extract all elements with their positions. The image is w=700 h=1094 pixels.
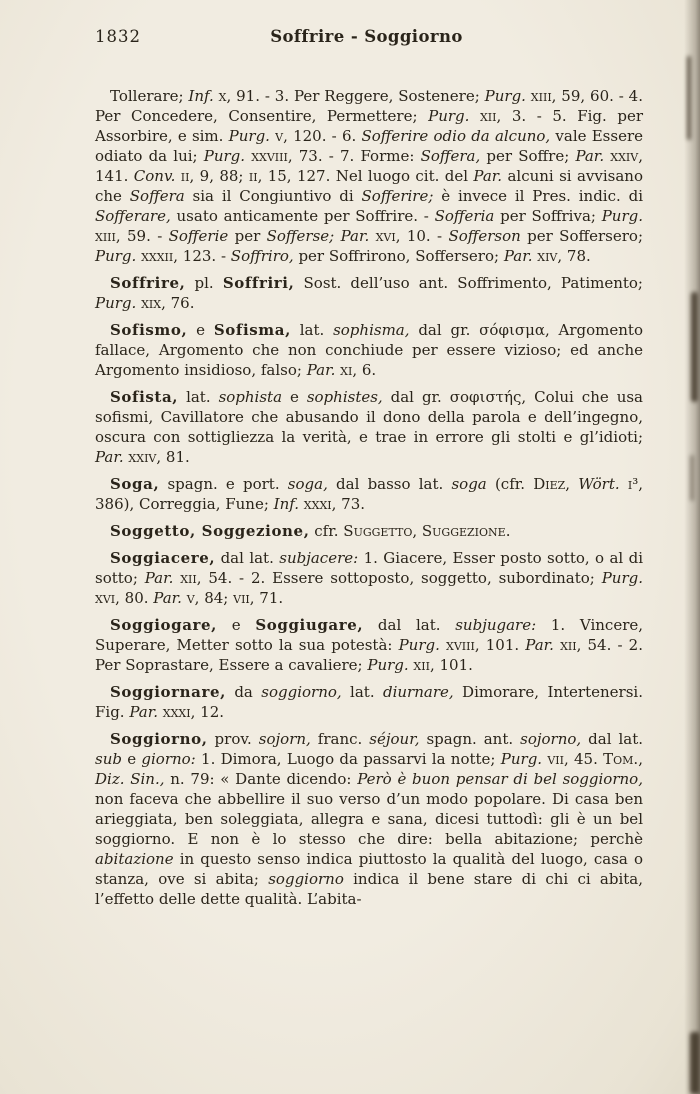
text-segment: Par.: [525, 636, 554, 654]
text-segment: soga: [451, 475, 487, 493]
text-segment: Sofista,: [110, 388, 179, 406]
text-segment: xvi: [369, 227, 396, 245]
text-segment: , 123. -: [173, 247, 231, 265]
text-segment: prov.: [207, 730, 259, 748]
entry-soggiacere: [95, 548, 643, 608]
text-segment: xii: [408, 656, 430, 674]
text-segment: sophista: [218, 388, 283, 406]
text-segment: soggiorno,: [261, 683, 342, 701]
text-segment: , 71.: [249, 589, 284, 607]
text-segment: 1. Giacere, Esser posto sotto, o al di sotto;: [95, 549, 643, 587]
text-segment: Soffriro,: [230, 247, 294, 265]
text-segment: Soggiogare,: [110, 616, 217, 634]
text-segment: Purg.: [500, 750, 543, 768]
text-segment: soggiorno: [268, 870, 344, 888]
text-segment: Diez: [533, 475, 566, 493]
text-segment: per Soffre;: [480, 147, 576, 165]
text-segment: , 9, 88;: [189, 167, 249, 185]
text-segment: non faceva che abbellire il suo verso d’un modo popolare. Di casa ben arieggiata, ben soleggiata, allegra e sana, dicesi tuttodì: gli è un bel soggiorno. E non è lo stesso che dire: bella abitazione; perchè: [95, 790, 643, 848]
text-segment: xix: [136, 294, 162, 312]
text-segment: Sofferie: [168, 227, 229, 245]
text-segment: Sofisma,: [213, 321, 291, 339]
text-segment: Purg.: [484, 87, 526, 105]
text-segment: Sofferson: [448, 227, 521, 245]
text-segment: xii: [173, 569, 197, 587]
text-segment: Sofferia: [434, 207, 495, 225]
text-segment: xiii: [525, 87, 552, 105]
text-segment: indica il bene stare di chi ci abita, l’effetto delle dette qualità. L’abita-: [95, 870, 643, 908]
text-segment: Diz. Sin.,: [95, 770, 165, 788]
text-segment: dal lat.: [363, 616, 456, 634]
text-segment: lat.: [178, 388, 219, 406]
text-segment: e: [121, 750, 142, 768]
text-segment: sia il Congiuntivo di: [184, 187, 362, 205]
scan-artifact: [690, 1032, 700, 1094]
text-segment: Par.: [144, 569, 174, 587]
text-segment: , 10. -: [395, 227, 449, 245]
text-segment: Suggetto, Suggezione: [343, 522, 506, 540]
text-segment: Sofismo,: [110, 321, 188, 339]
text-segment: Purg.: [398, 636, 440, 654]
text-segment: xviii: [439, 636, 475, 654]
text-segment: ,: [638, 750, 643, 768]
scan-artifact: [690, 455, 694, 501]
text-segment: e: [187, 321, 214, 339]
text-segment: franc.: [310, 730, 370, 748]
page-header: [95, 27, 638, 49]
text-segment: , 15, 127. Nel luogo cit. del: [257, 167, 474, 185]
text-segment: Dimorare, Intertenersi. Fig.: [95, 683, 643, 721]
text-segment: xxviii: [245, 147, 288, 165]
text-segment: Purg.: [228, 127, 270, 145]
text-segment: subjugare:: [455, 616, 537, 634]
text-segment: Par.: [153, 589, 182, 607]
text-segment: , 80.: [115, 589, 154, 607]
text-segment: , 54. - 2. Per Soprastare, Essere a cavaliere;: [95, 636, 643, 674]
text-segment: , 59, 60. - 4. Per Concedere, Consentire, Permettere;: [95, 87, 643, 125]
text-segment: , 101.: [474, 636, 526, 654]
text-segment: cfr.: [309, 522, 344, 540]
text-segment: è invece il Pres. indic. di: [433, 187, 643, 205]
text-segment: , 45.: [563, 750, 604, 768]
text-segment: Par.: [473, 167, 503, 185]
text-segment: xiii: [95, 227, 116, 245]
text-segment: diurnare,: [382, 683, 454, 701]
text-segment: Wört.: [578, 475, 620, 493]
text-segment: xii: [553, 636, 577, 654]
text-segment: Purg.: [95, 294, 137, 312]
text-segment: Inf.: [273, 495, 300, 513]
text-segment: dal gr. σόφισμα, Argomento fallace, Argomento che non conchiude per essere vizioso; ed anche Argomento insidioso, falso;: [95, 321, 643, 379]
text-segment: Soggiorno,: [110, 730, 208, 748]
text-segment: , 3. - 5. Fig. per Assorbire, e sim.: [95, 107, 643, 145]
text-segment: , 141.: [95, 147, 643, 185]
text-segment: sub: [95, 750, 122, 768]
text-segment: sojorno,: [520, 730, 582, 748]
text-segment: v: [269, 127, 284, 145]
entry-soggetto: [95, 521, 643, 541]
entry-sofismo: [95, 320, 643, 380]
text-segment: , 386), Correggia, Fune;: [95, 475, 643, 513]
text-segment: Sost. dell’uso ant. Soffrimento, Patimento;: [294, 274, 643, 292]
text-segment: pl.: [185, 274, 223, 292]
entry-soga: [95, 474, 643, 514]
text-segment: 1. Dimora, Luogo da passarvi la notte;: [195, 750, 501, 768]
text-segment: per Soffersero;: [520, 227, 644, 245]
text-segment: , 84;: [194, 589, 234, 607]
text-segment: Soffrire,: [110, 274, 186, 292]
text-segment: v: [181, 589, 195, 607]
text-segment: Par.: [95, 448, 124, 466]
text-segment: Sofferse;: [266, 227, 335, 245]
text-segment: n. 79: « Dante dicendo:: [164, 770, 358, 788]
text-segment: , 73.: [331, 495, 366, 513]
text-segment: Purg.: [367, 656, 409, 674]
text-segment: vale Essere odiato da lui;: [95, 127, 643, 165]
scan-shadow-right: [684, 0, 700, 1094]
text-segment: spagn. e port.: [159, 475, 288, 493]
text-segment: , 120. - 6.: [283, 127, 362, 145]
text-segment: Tollerare;: [110, 87, 189, 105]
text-segment: xi: [335, 361, 353, 379]
text-segment: Soggiornare,: [110, 683, 226, 701]
text-segment: da: [225, 683, 262, 701]
text-segment: Par.: [129, 703, 158, 721]
text-segment: abitazione: [95, 850, 174, 868]
text-segment: soga,: [287, 475, 328, 493]
text-segment: sojorn,: [258, 730, 311, 748]
text-segment: Però è buon pensar di bel soggiorno,: [357, 770, 643, 788]
text-segment: per: [228, 227, 267, 245]
entry-soggiorno: [95, 729, 643, 909]
text-segment: , 76.: [161, 294, 195, 312]
page-number: 1832: [95, 27, 141, 46]
text-segment: Sofferire odio da alcuno,: [361, 127, 551, 145]
text-segment: , 73. - 7. Forme:: [287, 147, 421, 165]
text-segment: xxiv: [123, 448, 157, 466]
text-segment: Purg.: [428, 107, 470, 125]
text-segment: (cfr.: [486, 475, 534, 493]
text-segment: dal basso lat.: [327, 475, 452, 493]
running-title: Soffrire - Soggiorno: [270, 27, 463, 46]
text-segment: , 101.: [429, 656, 473, 674]
text-segment: xxiv: [604, 147, 639, 165]
text-segment: Sofferire;: [361, 187, 434, 205]
text-segment: sophisma,: [333, 321, 410, 339]
text-segment: subjacere:: [279, 549, 359, 567]
dictionary-text: [95, 86, 643, 916]
text-segment: , 6.: [352, 361, 377, 379]
text-segment: séjour,: [369, 730, 420, 748]
text-segment: lat.: [341, 683, 383, 701]
text-segment: xxxii: [136, 247, 174, 265]
text-segment: vii: [233, 589, 250, 607]
text-segment: Soffera,: [420, 147, 481, 165]
text-segment: ,: [565, 475, 579, 493]
text-segment: Purg.: [203, 147, 246, 165]
entry-soggiornare: [95, 682, 643, 722]
scan-artifact: [691, 292, 698, 402]
text-segment: Conv.: [133, 167, 176, 185]
text-segment: Inf.: [188, 87, 214, 105]
text-segment: per Soffriva;: [494, 207, 602, 225]
text-segment: in questo senso indica piuttosto la qualità del luogo, casa o stanza, ove si abita;: [95, 850, 643, 888]
text-segment: Soggiugare,: [255, 616, 364, 634]
text-segment: ii: [248, 167, 258, 185]
text-segment: Soffera: [129, 187, 185, 205]
text-segment: , 81.: [156, 448, 190, 466]
text-segment: lat.: [290, 321, 334, 339]
text-segment: alcuni si avvisano che: [95, 167, 643, 205]
text-segment: Soga,: [110, 475, 160, 493]
text-segment: sophistes,: [306, 388, 383, 406]
text-segment: Soffriri,: [222, 274, 295, 292]
text-segment: usato anticamente per Soffrire. -: [170, 207, 435, 225]
text-segment: .: [505, 522, 511, 540]
text-segment: , 59. -: [115, 227, 169, 245]
entry-sofista: [95, 387, 643, 467]
text-segment: , 91. - 3. Per Reggere, Sostenere;: [226, 87, 485, 105]
text-segment: Tom.: [603, 750, 639, 768]
text-segment: xxxi: [158, 703, 191, 721]
text-segment: , 12.: [190, 703, 225, 721]
text-segment: Par.: [340, 227, 370, 245]
entry-soffrire-noun: [95, 273, 643, 313]
text-segment: per Soffrirono, Soffersero;: [293, 247, 504, 265]
text-segment: Par.: [503, 247, 533, 265]
text-segment: dal gr. σοφιστής, Colui che usa sofismi, Cavillatore che abusando il dono della parola e dell’ingegno, oscura con sottigliezza la verità, e trae in errore gli stolti e gl’idioti;: [95, 388, 643, 446]
text-segment: Soggetto, Soggezione,: [110, 522, 310, 540]
text-segment: spagn. ant.: [419, 730, 521, 748]
text-segment: Purg.: [601, 207, 644, 225]
text-segment: Sofferare,: [95, 207, 171, 225]
text-segment: Purg.: [601, 569, 643, 587]
text-segment: xii: [469, 107, 497, 125]
text-segment: giorno:: [141, 750, 196, 768]
text-segment: , 54. - 2. Essere sottoposto, soggetto, subordinato;: [196, 569, 602, 587]
text-segment: 1. Vincere, Superare, Metter sotto la sua potestà:: [95, 616, 644, 654]
text-segment: xxxi: [299, 495, 332, 513]
text-segment: xiv: [532, 247, 558, 265]
text-segment: x: [213, 87, 227, 105]
entry-soffrire-continuation: [95, 86, 643, 266]
text-segment: ii: [175, 167, 190, 185]
text-segment: vii: [542, 750, 564, 768]
text-segment: , 78.: [557, 247, 591, 265]
text-segment: Soggiacere,: [110, 549, 216, 567]
text-segment: dal lat.: [215, 549, 280, 567]
scan-artifact: [687, 56, 691, 140]
text-segment: i³: [619, 475, 639, 493]
text-segment: dal lat.: [581, 730, 644, 748]
text-segment: Par.: [575, 147, 605, 165]
text-segment: e: [282, 388, 307, 406]
text-segment: xvi: [95, 589, 116, 607]
text-segment: e: [217, 616, 256, 634]
entry-soggiogare: [95, 615, 643, 675]
text-segment: Purg.: [95, 247, 137, 265]
text-segment: Par.: [306, 361, 336, 379]
